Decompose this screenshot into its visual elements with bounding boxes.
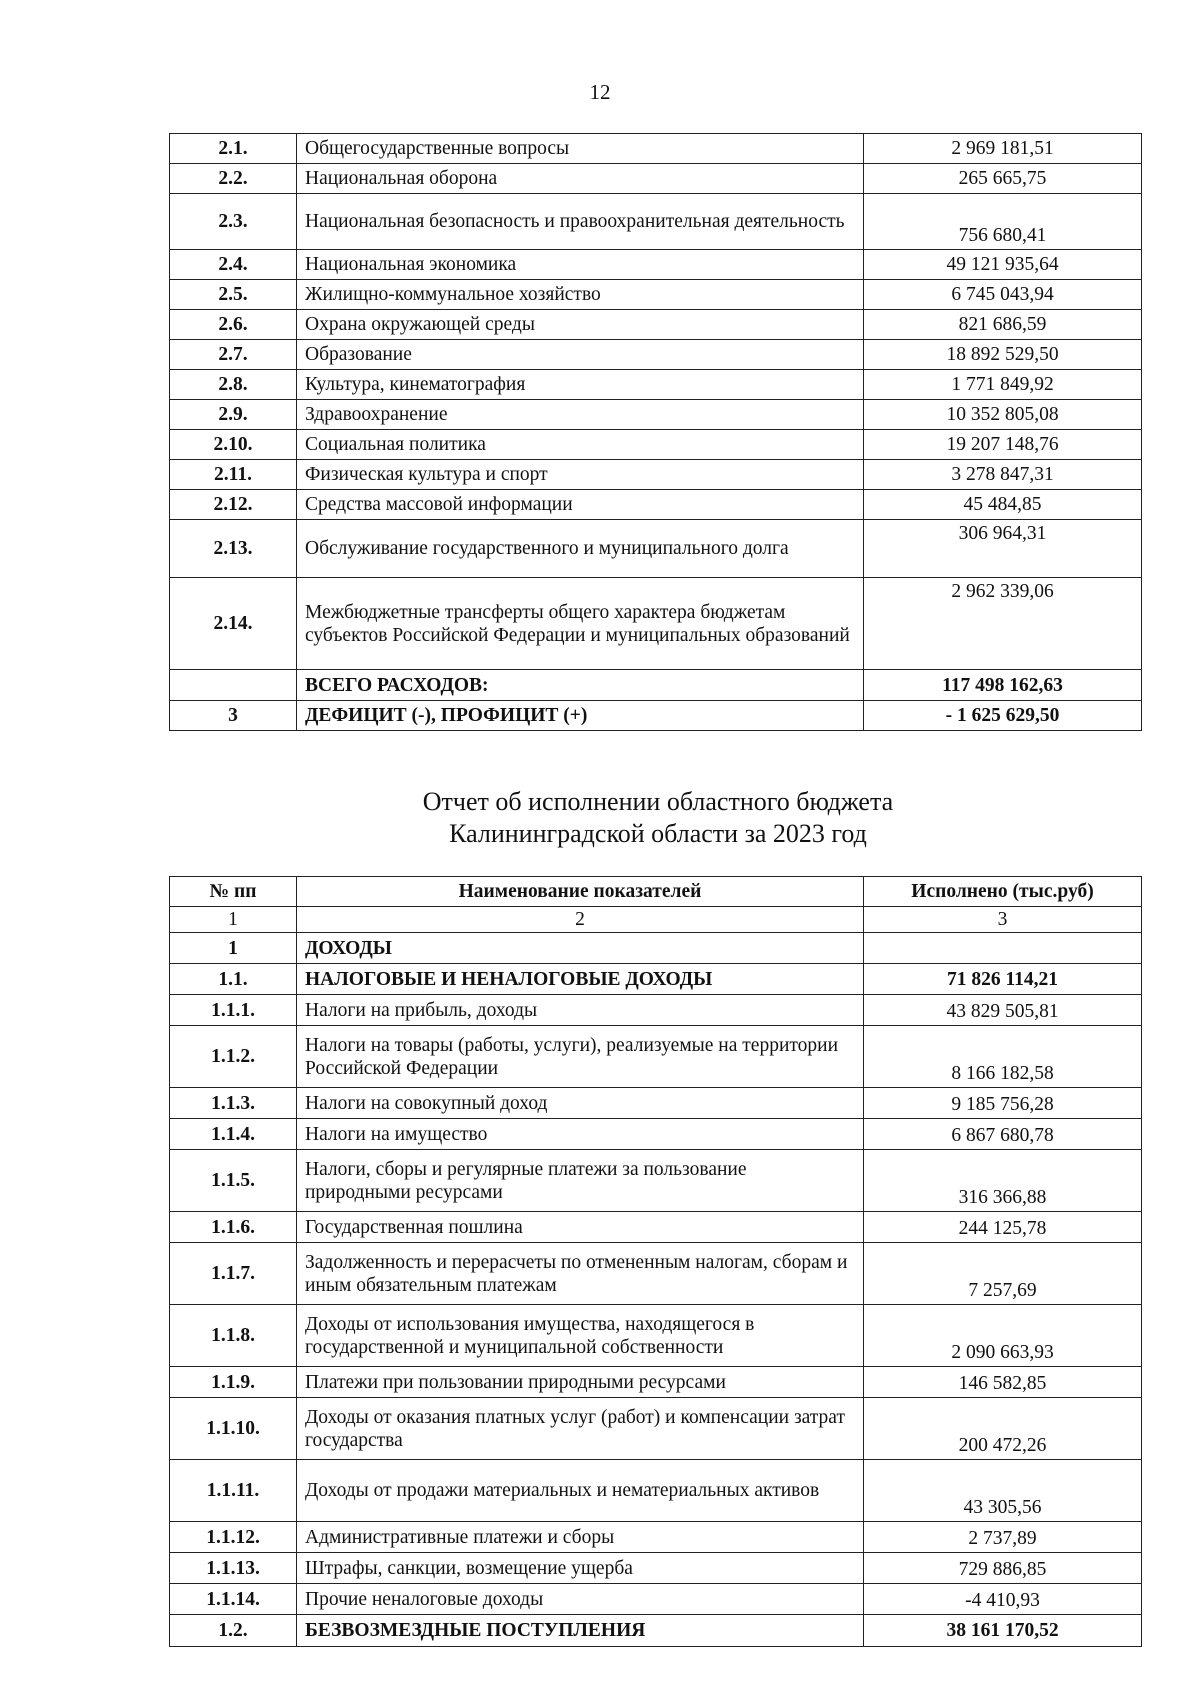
table-row (170, 1212, 1142, 1243)
row-value: 244 125,78 (864, 1212, 1142, 1243)
row-value: - 1 625 629,50 (864, 701, 1142, 731)
table-row (170, 430, 1142, 460)
row-name: НАЛОГОВЫЕ И НЕНАЛОГОВЫЕ ДОХОДЫ (297, 964, 864, 995)
row-number: 1.1.9. (170, 1367, 297, 1398)
row-name: Обслуживание государственного и муниципального долга (297, 520, 864, 578)
row-value: 45 484,85 (864, 490, 1142, 520)
row-number: 2.2. (170, 164, 297, 194)
row-name: Жилищно-коммунальное хозяйство (297, 280, 864, 310)
report-title (0, 786, 1200, 850)
column-header: № пп (170, 877, 297, 907)
row-value (864, 933, 1142, 964)
row-value: 821 686,59 (864, 310, 1142, 340)
row-name: Платежи при пользовании природными ресурсами (297, 1367, 864, 1398)
table-row (170, 164, 1142, 194)
column-number: 3 (864, 907, 1142, 933)
row-value: 729 886,85 (864, 1553, 1142, 1584)
row-number: 2.11. (170, 460, 297, 490)
row-number: 1.1.4. (170, 1119, 297, 1150)
row-value: 10 352 805,08 (864, 400, 1142, 430)
column-number: 1 (170, 907, 297, 933)
table-row (170, 1398, 1142, 1460)
row-number: 2.9. (170, 400, 297, 430)
column-header: Наименование показателей (297, 877, 864, 907)
table-row (170, 490, 1142, 520)
table-row (170, 134, 1142, 164)
row-name: Административные платежи и сборы (297, 1522, 864, 1553)
row-value: 200 472,26 (864, 1398, 1142, 1460)
table-row (170, 310, 1142, 340)
row-name: Охрана окружающей среды (297, 310, 864, 340)
row-value: 38 161 170,52 (864, 1615, 1142, 1647)
row-name: Налоги на совокупный доход (297, 1088, 864, 1119)
row-name: Налоги на имущество (297, 1119, 864, 1150)
row-name: Прочие неналоговые доходы (297, 1584, 864, 1615)
row-name: Здравоохранение (297, 400, 864, 430)
row-number: 1.1.10. (170, 1398, 297, 1460)
row-number: 3 (170, 701, 297, 731)
expenses-table (169, 133, 1142, 731)
row-value: 49 121 935,64 (864, 250, 1142, 280)
row-name: Доходы от использования имущества, находящегося в государственной и муниципальной собственности (297, 1305, 864, 1367)
row-number: 1.1.5. (170, 1150, 297, 1212)
row-name: Доходы от оказания платных услуг (работ) и компенсации затрат государства (297, 1398, 864, 1460)
row-value: 1 771 849,92 (864, 370, 1142, 400)
column-header: Исполнено (тыс.руб) (864, 877, 1142, 907)
row-number: 2.7. (170, 340, 297, 370)
row-value: 6 745 043,94 (864, 280, 1142, 310)
row-value: 756 680,41 (864, 194, 1142, 250)
table-row (170, 1150, 1142, 1212)
row-name: Общегосударственные вопросы (297, 134, 864, 164)
row-value: 7 257,69 (864, 1243, 1142, 1305)
row-number: 1.2. (170, 1615, 297, 1647)
row-name: Налоги на прибыль, доходы (297, 995, 864, 1026)
row-name: ДЕФИЦИТ (-), ПРОФИЦИТ (+) (297, 701, 864, 731)
row-number: 1 (170, 933, 297, 964)
row-number: 1.1. (170, 964, 297, 995)
table-row (170, 1088, 1142, 1119)
row-name: БЕЗВОЗМЕЗДНЫЕ ПОСТУПЛЕНИЯ (297, 1615, 864, 1647)
table-row (170, 933, 1142, 964)
table-row (170, 701, 1142, 731)
row-number (170, 670, 297, 701)
table-row (170, 1367, 1142, 1398)
table-row (170, 340, 1142, 370)
row-number: 1.1.7. (170, 1243, 297, 1305)
row-number: 1.1.6. (170, 1212, 297, 1243)
income-table (169, 876, 1142, 1647)
row-name: Образование (297, 340, 864, 370)
table-row (170, 1522, 1142, 1553)
table-row (170, 995, 1142, 1026)
row-value: 117 498 162,63 (864, 670, 1142, 701)
row-number: 1.1.3. (170, 1088, 297, 1119)
table-row (170, 1460, 1142, 1522)
row-number: 2.8. (170, 370, 297, 400)
row-number: 1.1.12. (170, 1522, 297, 1553)
row-value: 9 185 756,28 (864, 1088, 1142, 1119)
table-row (170, 520, 1142, 578)
table-row (170, 400, 1142, 430)
row-value: 265 665,75 (864, 164, 1142, 194)
row-value: -4 410,93 (864, 1584, 1142, 1615)
table-row (170, 1553, 1142, 1584)
table-row (170, 1243, 1142, 1305)
row-value: 18 892 529,50 (864, 340, 1142, 370)
report-title-line-1: Отчет об исполнении областного бюджета (422, 787, 894, 816)
row-number: 2.3. (170, 194, 297, 250)
row-name: Национальная оборона (297, 164, 864, 194)
row-name: Государственная пошлина (297, 1212, 864, 1243)
row-name: Национальная безопасность и правоохранительная деятельность (297, 194, 864, 250)
table-row (170, 280, 1142, 310)
table-row (170, 370, 1142, 400)
row-name: Налоги, сборы и регулярные платежи за пользование природными ресурсами (297, 1150, 864, 1212)
row-value: 43 305,56 (864, 1460, 1142, 1522)
row-name: Средства массовой информации (297, 490, 864, 520)
report-title-line-2: Калининградской области за 2023 год (449, 819, 867, 848)
table-row (170, 578, 1142, 670)
row-value: 306 964,31 (864, 520, 1142, 578)
table-row (170, 1305, 1142, 1367)
row-name: Межбюджетные трансферты общего характера бюджетам субъектов Российской Федерации и муниципальных образований (297, 578, 864, 670)
row-number: 2.12. (170, 490, 297, 520)
row-value: 2 962 339,06 (864, 578, 1142, 670)
row-number: 1.1.1. (170, 995, 297, 1026)
row-name: Физическая культура и спорт (297, 460, 864, 490)
row-number: 2.5. (170, 280, 297, 310)
table-row (170, 460, 1142, 490)
table-row (170, 1119, 1142, 1150)
table-row (170, 1615, 1142, 1647)
row-number: 2.6. (170, 310, 297, 340)
row-value: 43 829 505,81 (864, 995, 1142, 1026)
row-number: 1.1.13. (170, 1553, 297, 1584)
row-name: Национальная экономика (297, 250, 864, 280)
table-row (170, 670, 1142, 701)
row-number: 1.1.2. (170, 1026, 297, 1088)
table-row (170, 964, 1142, 995)
row-number: 1.1.14. (170, 1584, 297, 1615)
row-value: 3 278 847,31 (864, 460, 1142, 490)
row-name: Доходы от продажи материальных и нематериальных активов (297, 1460, 864, 1522)
row-name: ВСЕГО РАСХОДОВ: (297, 670, 864, 701)
row-name: Социальная политика (297, 430, 864, 460)
column-number-row (170, 907, 1142, 933)
row-value: 146 582,85 (864, 1367, 1142, 1398)
row-value: 19 207 148,76 (864, 430, 1142, 460)
row-number: 2.10. (170, 430, 297, 460)
page-number: 12 (589, 80, 611, 104)
table-row (170, 1584, 1142, 1615)
row-value: 71 826 114,21 (864, 964, 1142, 995)
table-header-row (170, 877, 1142, 907)
row-name: Штрафы, санкции, возмещение ущерба (297, 1553, 864, 1584)
row-name: ДОХОДЫ (297, 933, 864, 964)
column-number: 2 (297, 907, 864, 933)
table-row (170, 194, 1142, 250)
table-row (170, 1026, 1142, 1088)
row-number: 1.1.11. (170, 1460, 297, 1522)
row-value: 2 969 181,51 (864, 134, 1142, 164)
row-number: 2.1. (170, 134, 297, 164)
row-name: Задолженность и перерасчеты по отмененным налогам, сборам и иным обязательным платежам (297, 1243, 864, 1305)
row-number: 2.4. (170, 250, 297, 280)
row-name: Культура, кинематография (297, 370, 864, 400)
row-number: 2.14. (170, 578, 297, 670)
row-value: 2 090 663,93 (864, 1305, 1142, 1367)
row-value: 6 867 680,78 (864, 1119, 1142, 1150)
table-row (170, 250, 1142, 280)
row-value: 2 737,89 (864, 1522, 1142, 1553)
row-value: 316 366,88 (864, 1150, 1142, 1212)
row-number: 1.1.8. (170, 1305, 297, 1367)
row-value: 8 166 182,58 (864, 1026, 1142, 1088)
row-number: 2.13. (170, 520, 297, 578)
row-name: Налоги на товары (работы, услуги), реализуемые на территории Российской Федерации (297, 1026, 864, 1088)
